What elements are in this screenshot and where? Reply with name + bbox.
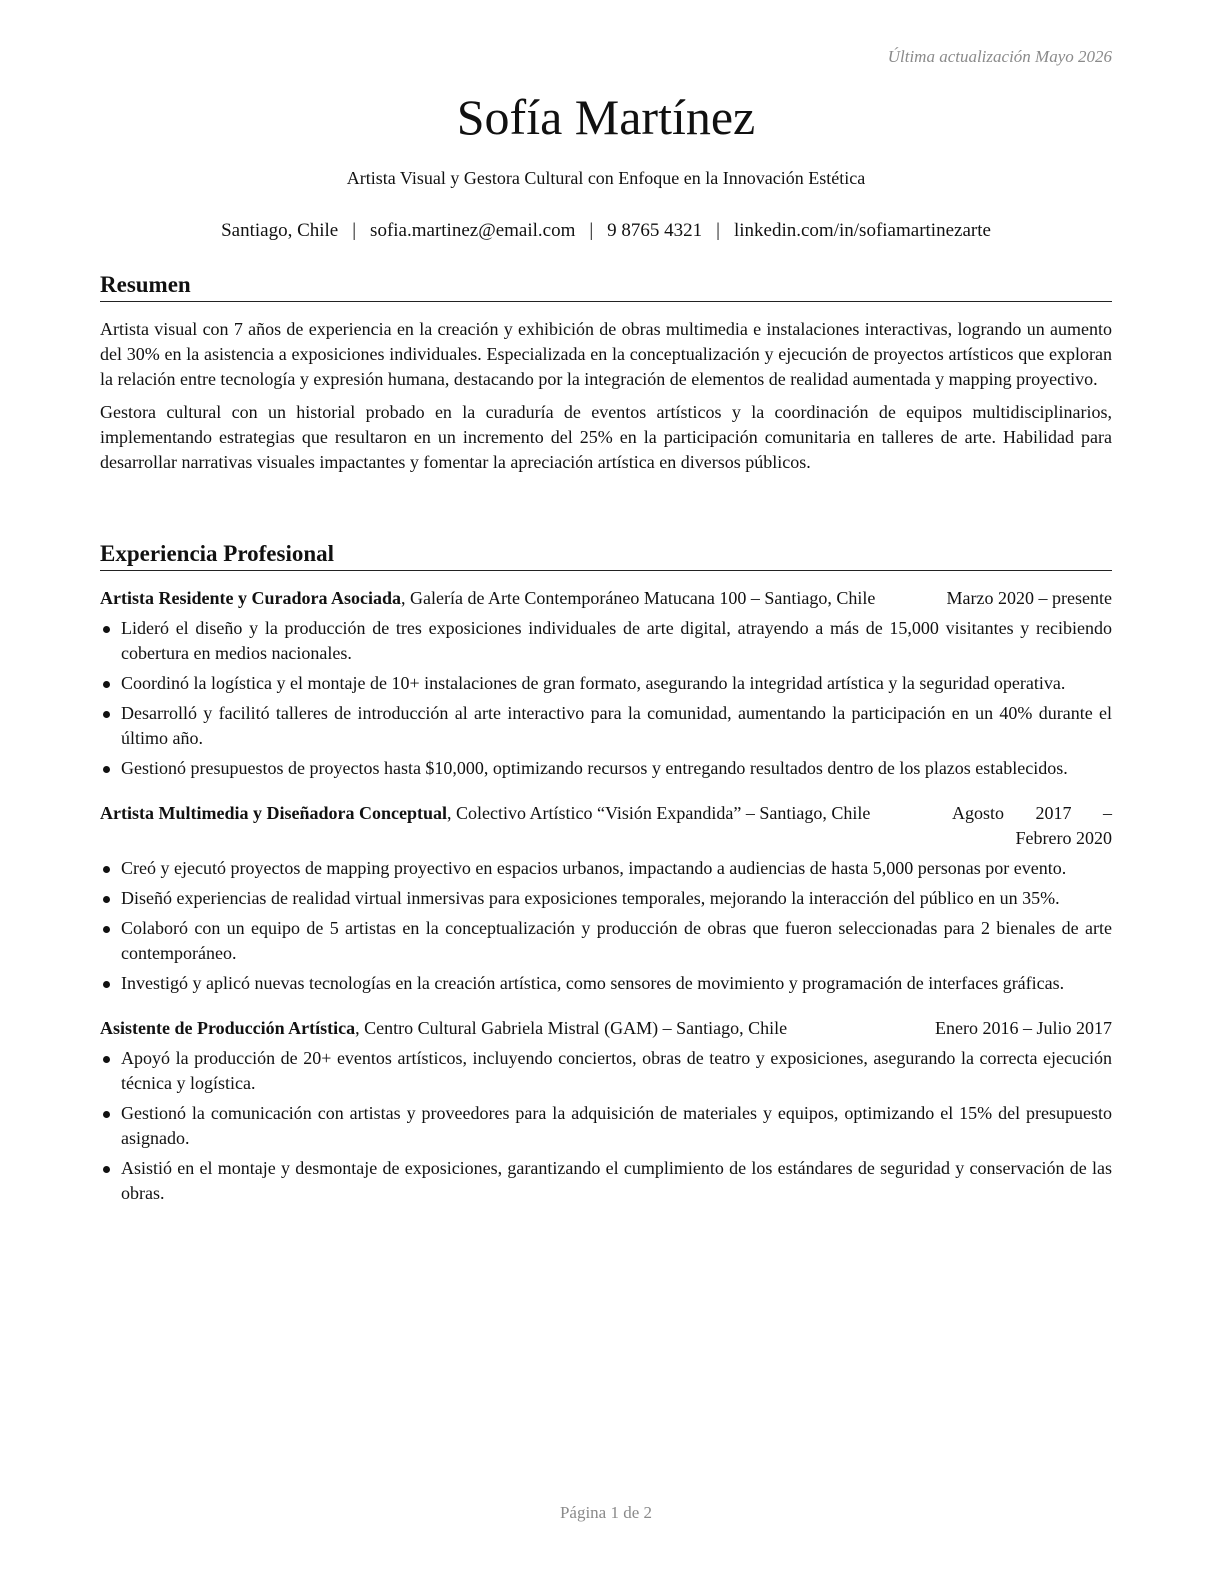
contact-separator: | — [352, 220, 357, 241]
job-role: Asistente de Producción Artística — [100, 1018, 356, 1038]
job-header — [100, 801, 1112, 851]
job-role: Artista Multimedia y Diseñadora Conceptual — [100, 803, 447, 823]
experience-section — [100, 539, 1112, 1226]
list-item: Asistió en el montaje y desmontaje de exposiciones, garantizando el cumplimiento de los estándares de seguridad y conservación de las obras. — [100, 1156, 1112, 1206]
contact-separator: | — [589, 220, 594, 241]
contact-separator: | — [716, 220, 720, 241]
job-bullets — [100, 1046, 1112, 1206]
job-entry — [100, 586, 1112, 781]
job-dates: Agosto 2017 – Febrero 2020 — [952, 803, 1112, 848]
section-title-experience: Experiencia Profesional — [100, 539, 1112, 571]
contact-linkedin[interactable]: linkedin.com/in/sofiamartinezarte — [733, 220, 991, 241]
list-item: Creó y ejecutó proyectos de mapping proyectivo en espacios urbanos, impactando a audiencias de hasta 5,000 personas por evento. — [100, 856, 1112, 881]
list-item: Gestionó la comunicación con artistas y proveedores para la adquisición de materiales y equipos, optimizando el 15% del presupuesto asignado. — [100, 1101, 1112, 1151]
job-title-line — [100, 801, 952, 826]
job-organization: , Galería de Arte Contemporáneo Matucana 100 – Santiago, Chile — [400, 588, 876, 608]
page-indicator: Página 1 de 2 — [559, 1503, 653, 1522]
list-item: Apoyó la producción de 20+ eventos artísticos, incluyendo conciertos, obras de teatro y exposiciones, asegurando la correcta ejecución técnica y logística. — [100, 1046, 1112, 1096]
job-organization: , Centro Cultural Gabriela Mistral (GAM) – Santiago, Chile — [355, 1018, 788, 1038]
list-item: Diseñó experiencias de realidad virtual inmersivas para exposiciones temporales, mejorando la interacción del público en un 35%. — [100, 886, 1112, 911]
last-updated: Última actualización Mayo 2026 — [887, 47, 1112, 66]
list-item: Desarrolló y facilitó talleres de introducción al arte interactivo para la comunidad, aumentando la participación en un 40% durante el último año. — [100, 701, 1112, 751]
summary-section — [100, 270, 1112, 475]
list-item: Lideró el diseño y la producción de tres exposiciones individuales de arte digital, atrayendo a más de 15,000 visitantes y recibiendo cobertura en medios nacionales. — [100, 616, 1112, 666]
job-dates: Enero 2016 – Julio 2017 — [935, 1018, 1112, 1038]
contact-phone: 9 8765 4321 — [607, 220, 703, 241]
section-title-summary: Resumen — [100, 270, 1112, 302]
list-item: Colaboró con un equipo de 5 artistas en la conceptualización y producción de obras que fueron seleccionadas para 2 bienales de arte contemporáneo. — [100, 916, 1112, 966]
list-item: Investigó y aplicó nuevas tecnologías en la creación artística, como sensores de movimiento y programación de interfaces gráficas. — [100, 971, 1112, 996]
job-header — [100, 586, 1112, 611]
job-title-line — [100, 1016, 935, 1041]
resume-page — [100, 0, 1112, 1584]
job-entry — [100, 1016, 1112, 1206]
contact-email[interactable]: sofia.martinez@email.com — [370, 220, 576, 241]
job-organization: , Colectivo Artístico “Visión Expandida” – Santiago, Chile — [446, 803, 871, 823]
tagline: Artista Visual y Gestora Cultural con Enfoque en la Innovación Estética — [346, 168, 866, 188]
summary-paragraph: Artista visual con 7 años de experiencia en la creación y exhibición de obras multimedia e instalaciones interactivas, logrando un aumento del 30% en la asistencia a exposiciones individuales. Especializada en la conceptualización y ejecución de proyectos artísticos que exploran la relación entre tecnología y expresión humana, destacando por la integración de elementos de realidad aumentada y mapping proyectivo. — [100, 319, 1112, 389]
candidate-name: Sofía Martínez — [456, 89, 756, 145]
list-item: Gestionó presupuestos de proyectos hasta $10,000, optimizando recursos y entregando resultados dentro de los plazos establecidos. — [100, 756, 1112, 781]
contact-line — [100, 218, 1112, 243]
job-entry — [100, 801, 1112, 996]
list-item: Coordinó la logística y el montaje de 10+ instalaciones de gran formato, asegurando la integridad artística y la seguridad operativa. — [100, 671, 1112, 696]
job-bullets — [100, 616, 1112, 781]
job-header — [100, 1016, 1112, 1041]
summary-paragraph: Gestora cultural con un historial probado en la curaduría de eventos artísticos y la coordinación de equipos multidisciplinarios, implementando estrategias que resultaron en un incremento del 25% en la participación comunitaria en talleres de arte. Habilidad para desarrollar narrativas visuales impactantes y fomentar la apreciación artística en diversos públicos. — [100, 402, 1112, 472]
job-role: Artista Residente y Curadora Asociada — [100, 588, 401, 608]
job-bullets — [100, 856, 1112, 996]
job-title-line — [100, 586, 947, 611]
job-dates: Marzo 2020 – presente — [946, 588, 1112, 608]
contact-location: Santiago, Chile — [221, 220, 339, 241]
